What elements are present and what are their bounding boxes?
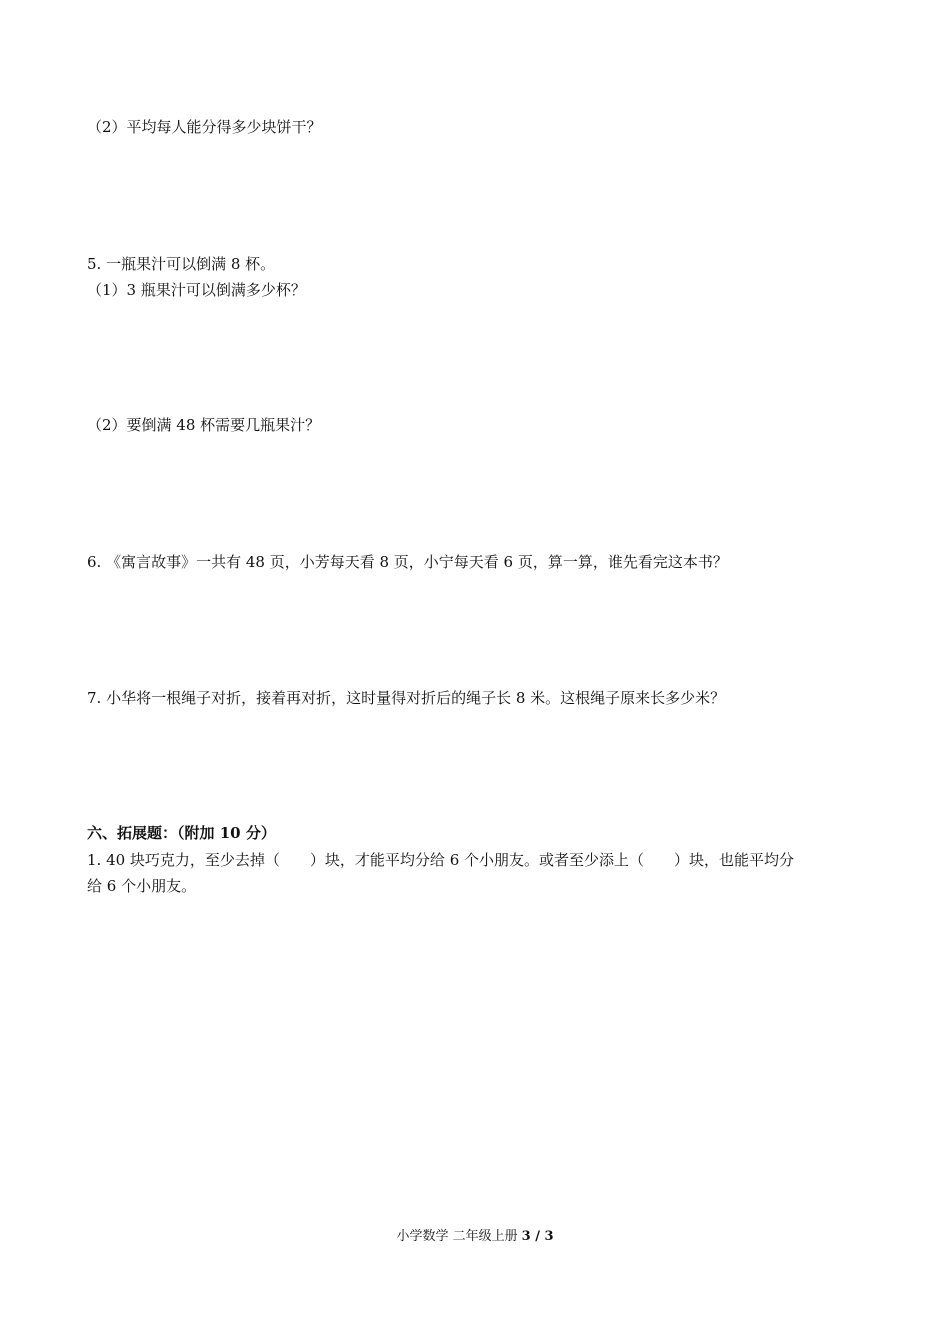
question-6: 6. 《寓言故事》一共有 48 页，小芳每天看 8 页，小宁每天看 6 页，算一算，谁先看完这本书？ [87,553,728,571]
page-footer [0,1228,950,1246]
section-6-question-1-line-1: 1. 40 块巧克力，至少去掉（ ）块，才能平均分给 6 个小朋友。或者至少添上（ ）块，也能平均分 [87,851,795,869]
page-number: 3 / 3 [521,1229,554,1244]
question-5-stem: 5. 一瓶果汁可以倒满 8 杯。 [87,255,276,273]
footer-title: 小学数学 二年级上册 [396,1229,518,1244]
question-5-part-1: （1）3 瓶果汁可以倒满多少杯？ [87,281,306,299]
question-4-part-2: （2）平均每人能分得多少块饼干？ [87,118,322,136]
section-6-heading: 六、拓展题：（附加 10 分） [87,824,276,842]
section-6-question-1-line-2: 给 6 个小朋友。 [87,877,197,895]
question-5-part-2: （2）要倒满 48 杯需要几瓶果汁？ [87,416,321,434]
question-7: 7. 小华将一根绳子对折，接着再对折，这时量得对折后的绳子长 8 米。这根绳子原来长多少米？ [87,689,726,707]
